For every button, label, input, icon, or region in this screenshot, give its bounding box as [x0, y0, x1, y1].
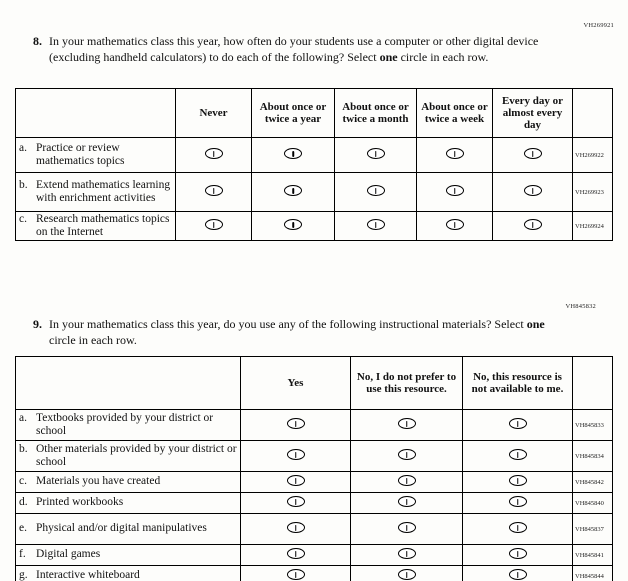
form-code: VH845832: [565, 303, 596, 310]
question-8-text-b: circle in each row.: [397, 49, 489, 64]
response-oval[interactable]: [509, 475, 527, 486]
row-letter: a.: [19, 141, 27, 154]
row-letter: c.: [19, 475, 27, 488]
response-oval[interactable]: [446, 219, 464, 230]
response-oval[interactable]: [509, 548, 527, 559]
row-letter: g.: [19, 569, 28, 581]
row-code: VH845842: [573, 472, 613, 493]
form-code: VH269921: [583, 22, 614, 29]
response-oval[interactable]: [398, 522, 416, 533]
response-cell: [351, 566, 463, 581]
response-oval[interactable]: [284, 185, 302, 196]
table-row: [16, 545, 613, 566]
row-letter: e.: [19, 522, 27, 535]
row-label-cell: [16, 138, 176, 173]
question-9-text-a: In your mathematics class this year, do you use any of the following instructional materials? Select: [49, 317, 527, 331]
q8-corner-cell: [16, 89, 176, 138]
response-oval[interactable]: [524, 219, 542, 230]
q9-corner-cell: [16, 357, 241, 410]
response-cell: [463, 545, 573, 566]
response-oval[interactable]: [367, 219, 385, 230]
response-cell: [241, 441, 351, 472]
q8-column-header-year: About once or twice a year: [252, 89, 335, 138]
response-cell: [252, 212, 335, 241]
q8-header-row: [16, 89, 613, 138]
q8-column-header-month: About once or twice a month: [335, 89, 417, 138]
response-oval[interactable]: [398, 418, 416, 429]
row-letter: a.: [19, 411, 27, 424]
response-cell: [351, 514, 463, 545]
question-8-bold-word: one: [379, 49, 398, 64]
response-cell: [241, 545, 351, 566]
response-cell: [463, 514, 573, 545]
response-cell: [176, 212, 252, 241]
response-oval[interactable]: [287, 569, 305, 580]
response-cell: [463, 493, 573, 514]
question-9-number: 9.: [33, 317, 42, 331]
table-row: [16, 566, 613, 581]
row-code: VH845837: [573, 514, 613, 545]
response-cell: [351, 441, 463, 472]
row-label-cell: [16, 514, 241, 545]
response-cell: [241, 472, 351, 493]
response-oval[interactable]: [509, 522, 527, 533]
response-oval[interactable]: [287, 548, 305, 559]
row-label: Interactive whiteboard: [36, 569, 140, 581]
table-row: [16, 138, 613, 173]
row-label-cell: [16, 545, 241, 566]
question-9-bold-word: one: [526, 317, 545, 331]
response-oval[interactable]: [398, 496, 416, 507]
response-cell: [335, 212, 417, 241]
row-label: Practice or review mathematics topics: [36, 141, 125, 167]
row-label-cell: [16, 566, 241, 581]
response-cell: [493, 212, 573, 241]
response-oval[interactable]: [284, 148, 302, 159]
question-9: [33, 317, 553, 348]
table-row: [16, 212, 613, 241]
response-oval[interactable]: [205, 219, 223, 230]
row-label-cell: [16, 212, 176, 241]
row-letter: d.: [19, 496, 28, 509]
response-oval[interactable]: [284, 219, 302, 230]
response-oval[interactable]: [205, 185, 223, 196]
row-letter: b.: [19, 442, 28, 455]
q9-column-header-no-prefer: No, I do not prefer to use this resource.: [351, 357, 463, 410]
response-cell: [252, 173, 335, 212]
row-code: VH845834: [573, 441, 613, 472]
table-row: [16, 493, 613, 514]
response-oval[interactable]: [287, 418, 305, 429]
row-code: VH269924: [573, 212, 613, 241]
response-oval[interactable]: [367, 148, 385, 159]
response-cell: [176, 138, 252, 173]
response-cell: [335, 173, 417, 212]
question-8-number: 8.: [33, 34, 42, 48]
row-label: Research mathematics topics on the Internet: [36, 213, 170, 239]
row-label: Other materials provided by your district or school: [36, 442, 237, 468]
row-label-cell: [16, 410, 241, 441]
response-oval[interactable]: [509, 449, 527, 460]
question-8: [33, 34, 553, 65]
q8-column-header-never: Never: [176, 89, 252, 138]
response-cell: [417, 212, 493, 241]
q8-column-header-everyday: Every day or almost every day: [493, 89, 573, 138]
response-oval[interactable]: [398, 569, 416, 580]
table-row: [16, 441, 613, 472]
row-code: VH269922: [573, 138, 613, 173]
row-label: Textbooks provided by your district or school: [36, 411, 214, 437]
question-9-text-b: circle in each row.: [49, 332, 137, 347]
response-cell: [241, 493, 351, 514]
response-oval[interactable]: [398, 449, 416, 460]
response-oval[interactable]: [287, 496, 305, 507]
question-8-text: [49, 34, 553, 65]
response-oval[interactable]: [287, 449, 305, 460]
q9-column-header-no-available: No, this resource is not available to me.: [463, 357, 573, 410]
q9-column-header-yes: Yes: [241, 357, 351, 410]
row-code: VH845841: [573, 545, 613, 566]
response-oval[interactable]: [287, 522, 305, 533]
response-oval[interactable]: [524, 185, 542, 196]
response-oval[interactable]: [367, 185, 385, 196]
response-oval[interactable]: [398, 475, 416, 486]
row-code: VH269923: [573, 173, 613, 212]
row-label-cell: [16, 441, 241, 472]
row-label: Materials you have created: [36, 475, 161, 488]
question-9-text: [49, 317, 553, 348]
response-oval[interactable]: [205, 148, 223, 159]
response-cell: [351, 545, 463, 566]
response-oval[interactable]: [524, 148, 542, 159]
row-code: VH845840: [573, 493, 613, 514]
row-label: Printed workbooks: [36, 496, 124, 509]
response-cell: [417, 138, 493, 173]
q9-header-row: [16, 357, 613, 410]
response-cell: [463, 472, 573, 493]
response-cell: [351, 472, 463, 493]
response-cell: [241, 410, 351, 441]
row-letter: c.: [19, 213, 27, 225]
question-9-table: [15, 356, 613, 581]
row-label-cell: [16, 493, 241, 514]
row-letter: b.: [19, 178, 28, 191]
response-cell: [176, 173, 252, 212]
question-8-table: [15, 88, 613, 241]
table-row: [16, 514, 613, 545]
response-cell: [493, 138, 573, 173]
row-label-cell: [16, 173, 176, 212]
table-row: [16, 173, 613, 212]
row-label: Digital games: [36, 548, 101, 561]
table-row: [16, 472, 613, 493]
row-label: Extend mathematics learning with enrichment activities: [36, 178, 171, 204]
response-cell: [241, 566, 351, 581]
response-oval[interactable]: [398, 548, 416, 559]
row-label: Physical and/or digital manipulatives: [36, 522, 207, 535]
q8-code-column-header: [573, 89, 613, 138]
response-cell: [493, 173, 573, 212]
response-oval[interactable]: [509, 418, 527, 429]
response-oval[interactable]: [287, 475, 305, 486]
response-cell: [252, 138, 335, 173]
q9-code-column-header: [573, 357, 613, 410]
response-oval[interactable]: [446, 148, 464, 159]
row-label-cell: [16, 472, 241, 493]
table-row: [16, 410, 613, 441]
row-code: VH845833: [573, 410, 613, 441]
response-oval[interactable]: [509, 569, 527, 580]
response-cell: [417, 173, 493, 212]
q8-column-header-week: About once or twice a week: [417, 89, 493, 138]
row-letter: f.: [19, 548, 26, 561]
response-cell: [335, 138, 417, 173]
response-cell: [463, 441, 573, 472]
response-cell: [463, 566, 573, 581]
response-oval[interactable]: [446, 185, 464, 196]
row-code: VH845844: [573, 566, 613, 581]
response-cell: [351, 493, 463, 514]
response-oval[interactable]: [509, 496, 527, 507]
response-cell: [351, 410, 463, 441]
response-cell: [241, 514, 351, 545]
response-cell: [463, 410, 573, 441]
question-8-text-a: In your mathematics class this year, how often do your students use a computer or other digital device (excluding handheld calculators) to do each of the following? Select: [49, 34, 539, 64]
